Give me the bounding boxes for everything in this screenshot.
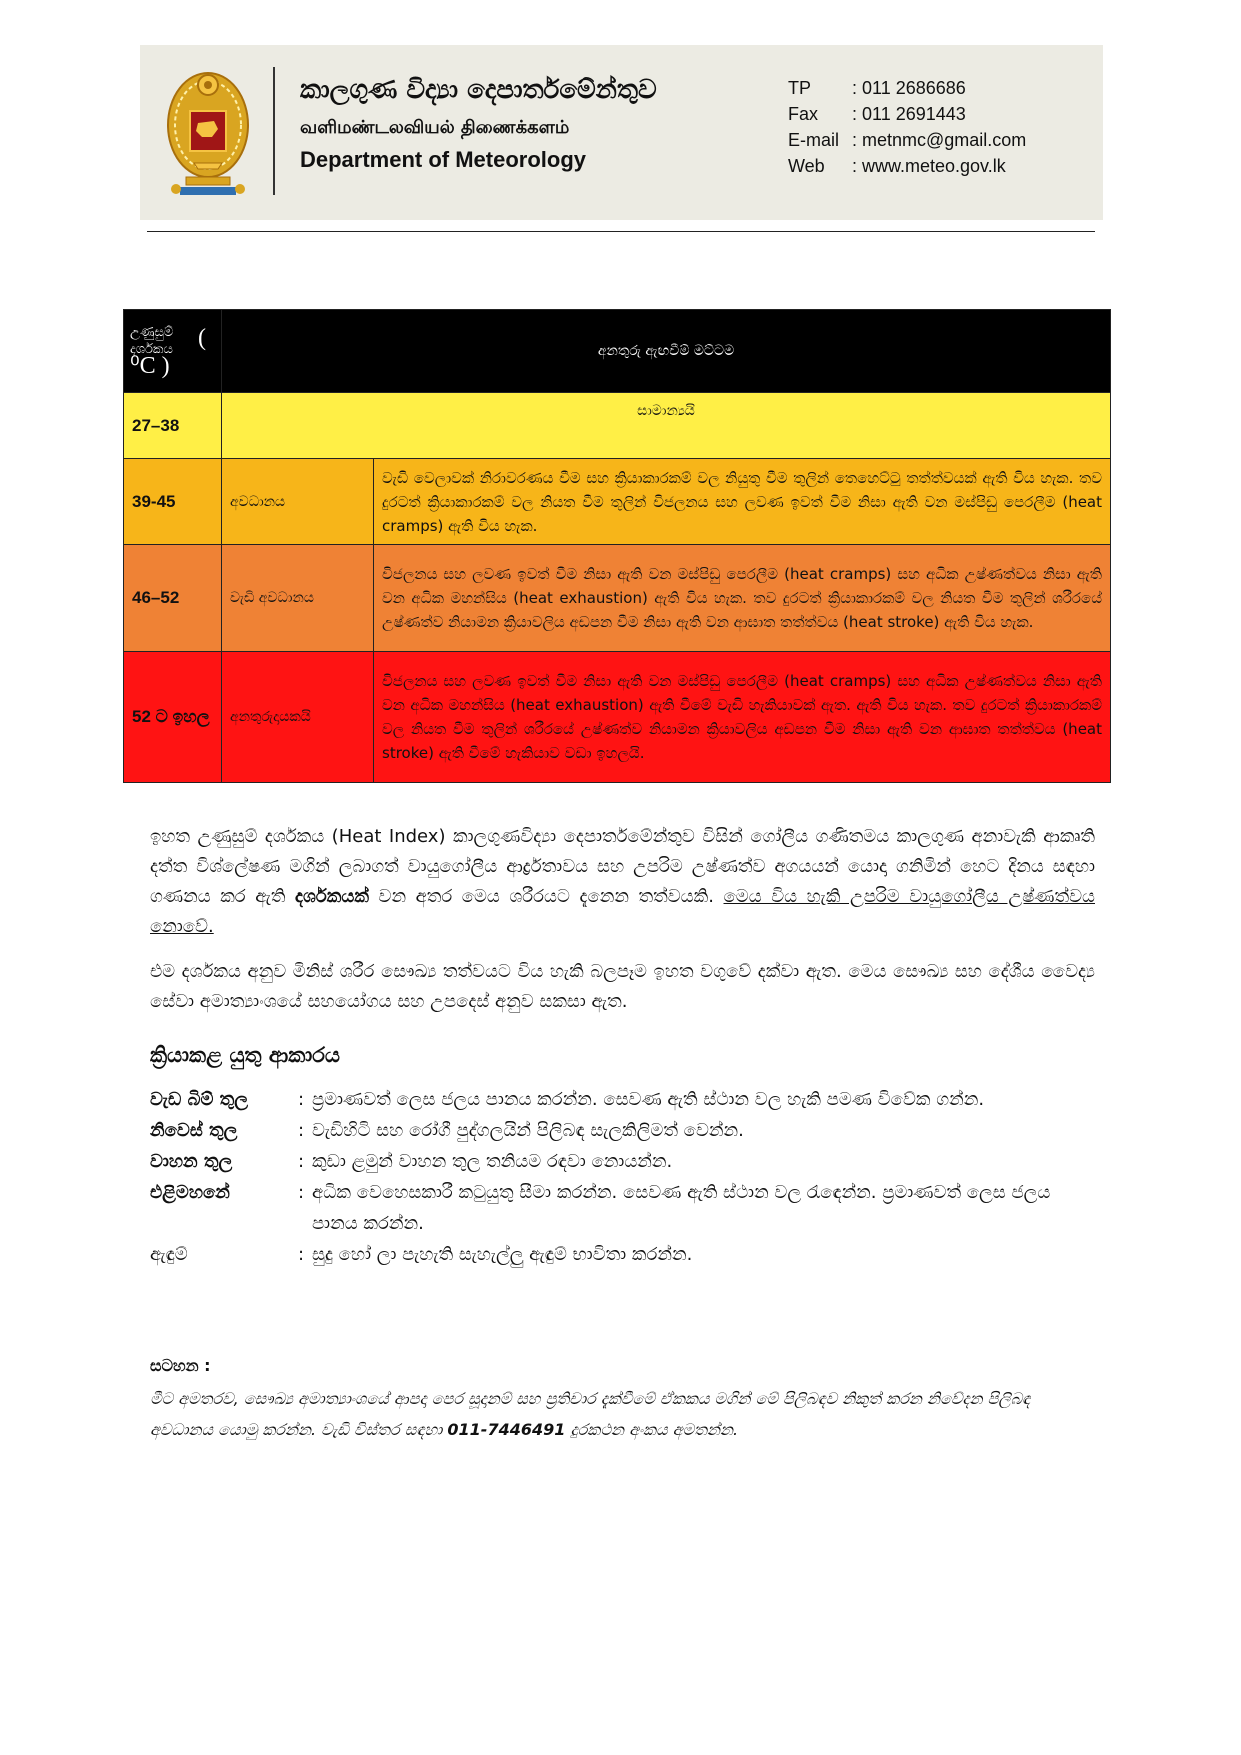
header-rule: [147, 231, 1095, 232]
action-label: වාහන තුල: [150, 1151, 233, 1172]
paragraph-bold-text: දර්ශකයක්: [295, 886, 369, 907]
org-name-english: Department of Meteorology: [300, 147, 587, 172]
contact-block: [788, 75, 1026, 179]
contact-label: Fax: [788, 104, 819, 124]
action-item: [150, 1084, 1095, 1115]
description-cell: වැඩි වෙලාවක් නිරාවරණය වීම සහ ක්‍රියාකාරකම් වල නියුතු වීම තුලින් තෙහෙට්ටු තත්ත්වයක් ඇති විය හැක. තව දුරටත් ක්‍රියාකාරකම් වල නියත වීම තුලින් විජලනය සහ ලවණ ඉවත් වීම නිසා ඇති වන මස්පිඩු පෙරලීම (heat cramps) ඇති විය හැක.: [374, 459, 1111, 545]
org-name-tamil: வளிமண்டலவியல் திணைக்களம்: [300, 117, 570, 138]
action-label: නිවෙස් තුල: [150, 1120, 238, 1141]
action-item: [150, 1177, 1095, 1239]
contact-value: : 011 2686686: [852, 78, 966, 98]
contact-fax: [788, 101, 1026, 127]
range-cell: 52 ට ඉහල: [124, 652, 222, 783]
range-cell: 46–52: [124, 545, 222, 652]
header-heat-index: [124, 310, 222, 393]
note-body: මීට අමතරව, සෞඛ්‍ය අමාත්‍යාංශයේ ආපදා පෙර සූදානම් සහ ප්‍රතිචාර දැක්වීමේ ඒකකය මගින් මේ පිලිබඳව නිකුත් කරන නිවේදන පිලිබඳ අවධානය යොමු කරන්න. වැඩි විස්තර සඳහා: [150, 1389, 1031, 1439]
note-phone-number: 011-7446491: [447, 1420, 566, 1439]
action-colon: :: [298, 1182, 305, 1203]
action-text: වැඩිහිටි සහ රෝගී පුද්ගලයින් පිලිබඳ සැලකිලිමත් වෙන්න.: [312, 1120, 744, 1141]
table-header-row: [124, 310, 1111, 393]
contact-value: : 011 2691443: [852, 104, 966, 124]
letterhead: [140, 45, 1103, 220]
action-text: සුදු හෝ ලා පැහැති සැහැල්ලු ඇඳුම් භාවිතා කරන්න.: [312, 1244, 693, 1265]
contact-value[interactable]: : metnmc@gmail.com: [852, 130, 1027, 150]
header-divider: [273, 67, 275, 195]
level-cell: අනතුරුදායකයි: [222, 652, 374, 783]
action-text: ප්‍රමාණවත් ලෙස ජලය පානය කරන්න. සෙවණ ඇති ස්ථාන වල හැකි පමණ විවේක ගන්න.: [312, 1089, 985, 1110]
action-list: [150, 1084, 1095, 1270]
contact-label: Web: [788, 156, 825, 176]
contact-phone: [788, 75, 1026, 101]
header-unit: ( ⁰C ): [130, 324, 206, 379]
level-cell: සාමාන්‍යයි: [222, 393, 1111, 459]
paragraph-underlined-text: මෙය විය හැකි උපරිම වායුගෝලීය උෂ්ණත්වය නොවේ.: [150, 886, 1095, 937]
action-text: අධික වෙහෙසකාරී කටුයුතු සීමා කරන්න. සෙවණ ඇති ස්ථාන වල රැඳෙන්න. ප්‍රමාණවත් ලෙස ජලය පානය කරන්න.: [312, 1182, 1051, 1234]
action-text: කුඩා ළමුන් වාහන තුල තනියම රඳවා නොයන්න.: [312, 1151, 673, 1172]
action-item: [150, 1239, 1095, 1270]
paragraph-text: ඉහත උණුසුම් දර්ශකය (Heat Index) කාලගුණවිද්‍යා දෙපාර්තමේන්තුව විසින් ගෝලීය ගණිතමය කාලගුණ අනාවැකි ආකෘති දත්ත විශ්ලේෂණ මගින් ලබාගත් වායුගෝලීය ආර්ද්‍රතාවය සහ උපරිම උෂ්ණත්ව අගයයන් යොදා ගනිමින් හෙට දිනය සඳහා ගණනය කර ඇති: [150, 826, 1095, 907]
contact-value[interactable]: : www.meteo.gov.lk: [852, 156, 1006, 176]
action-colon: :: [298, 1151, 305, 1172]
action-item: [150, 1115, 1095, 1146]
note-text: [150, 1383, 1095, 1445]
table-row-danger: [124, 652, 1111, 783]
contact-web: [788, 153, 1026, 179]
header-warning-level: අනතුරු ඇඟවීම් මට්ටම: [222, 310, 1111, 393]
contact-label: TP: [788, 78, 812, 98]
table-row-extreme-caution: [124, 545, 1111, 652]
range-cell: 27–38: [124, 393, 222, 459]
table-row-normal: [124, 393, 1111, 459]
action-label: එළිමහනේ: [150, 1182, 230, 1203]
action-colon: :: [298, 1120, 305, 1141]
paragraph-text: වන අතර මෙය ශරීරයට දැනෙන තත්වයකි.: [368, 886, 724, 907]
section-title: ක්‍රියාකළ යුතු ආකාරය: [150, 1043, 341, 1067]
range-cell: 39-45: [124, 459, 222, 545]
impact-paragraph: එම දර්ශකය අනුව මිනිස් ශරීර සෞඛ්‍ය තත්වයට විය හැකි බලපෑම ඉහත වගුවේ දක්වා ඇත. මෙය සෞඛ්‍ය සහ දේශීය වෛද්‍ය සේවා අමාත්‍යාංශයේ සහයෝගය සහ උපදෙස් අනුව සකසා ඇත.: [150, 961, 1095, 1012]
contact-email: [788, 127, 1026, 153]
explanation-paragraph: [150, 822, 1095, 942]
action-colon: :: [298, 1244, 305, 1265]
org-name-sinhala: කාලගුණ විද්‍යා දෙපාර්තමේන්තුව: [300, 75, 657, 105]
action-colon: :: [298, 1089, 305, 1110]
heat-index-table: [123, 309, 1111, 783]
level-cell: අවධානය: [222, 459, 374, 545]
action-label: වැඩ බිම් තුල: [150, 1089, 248, 1110]
note-body: දුරකථන අංකය අමතන්න.: [565, 1420, 739, 1439]
header-index-label: උණුසුම් දර්ශකය: [130, 325, 174, 357]
description-cell: විජලනය සහ ලවණ ඉවත් වීම නිසා ඇති වන මස්පිඩු පෙරලීම (heat cramps) සහ අධික උෂ්ණත්වය නිසා ඇති වන අධික මහන්සිය (heat exhaustion) ඇති විය හැක. තව දුරටත් ක්‍රියාකාරකම් වල නියත වීම තුලින් ශරීරයේ උෂ්ණත්ව නියාමන ක්‍රියාවලිය අඩපන වීම නිසා ඇති වන ආඝාත තත්ත්වය (heat stroke) ඇති විය හැක.: [374, 545, 1111, 652]
government-emblem-icon: [166, 65, 250, 203]
organization-block: [300, 73, 657, 175]
level-cell: වැඩි අවධානය: [222, 545, 374, 652]
action-item: [150, 1146, 1095, 1177]
action-label: ඇඳුම්: [150, 1244, 188, 1265]
note-title: සටහන :: [150, 1356, 211, 1375]
table-row-caution: [124, 459, 1111, 545]
contact-label: E-mail: [788, 130, 840, 150]
description-cell: විජලනය සහ ලවණ ඉවත් වීම නිසා ඇති වන මස්පිඩු පෙරලීම (heat cramps) සහ අධික උෂ්ණත්වය නිසා ඇති වන අධික මහන්සිය (heat exhaustion) ඇති වීමේ වැඩි හැකියාවක් ඇත. ඇති විය හැක. තව දුරටත් ක්‍රියාකාරකම් වල නියත වීම තුලින් ශරීරයේ උෂ්ණත්ව නියාමන ක්‍රියාවලිය අඩපන වීම නිසා ඇති වන ආඝාත තත්ත්වය (heat stroke) ඇති වීමේ හැකියාව වඩා ඉහලයි.: [374, 652, 1111, 783]
